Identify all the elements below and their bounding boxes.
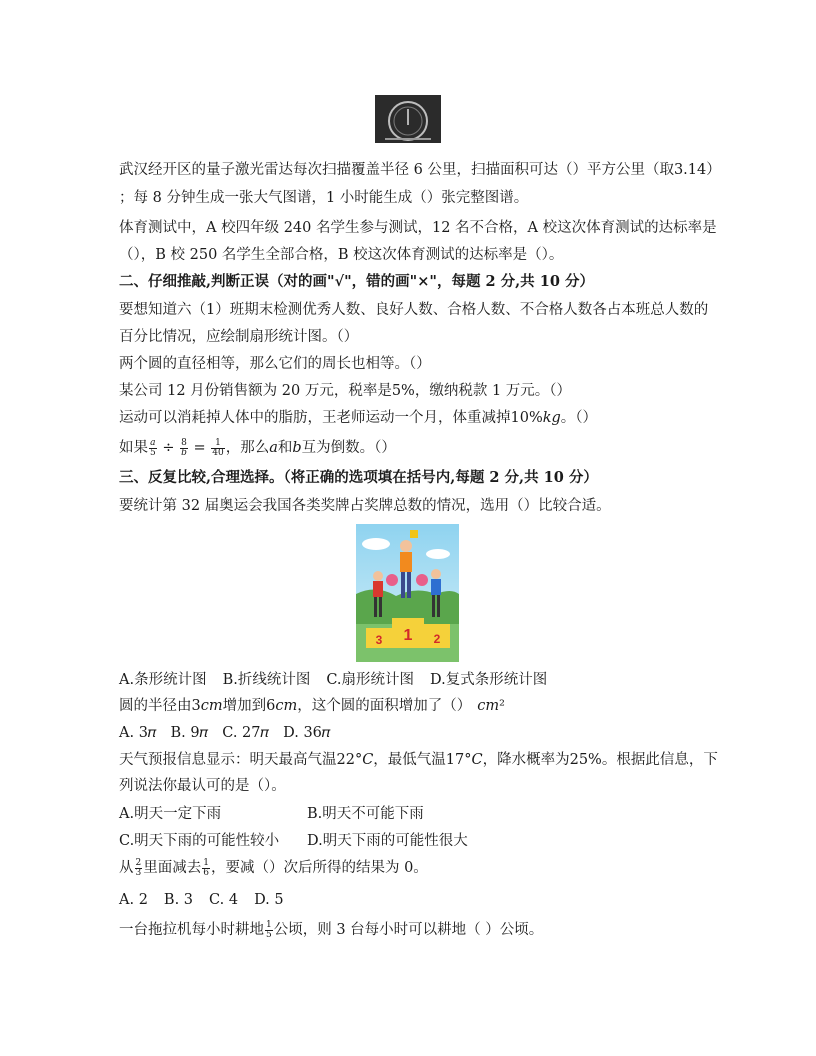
choice-4-option-d: D. 5: [254, 892, 284, 908]
judge-1-line2: 百分比情况，应绘制扇形统计图。（）: [119, 329, 359, 345]
judge-1-line1: 要想知道六（1）班期末检测优秀人数、良好人数、合格人数、不合格人数各占本班总人数的: [119, 302, 709, 318]
judge-5-prefix: 如果: [119, 440, 148, 456]
choice-3-option-a: A.明天一定下雨: [119, 806, 222, 822]
section-3-heading: 三、反复比较,合理选择。（将正确的选项填在括号内,每题 2 分,共 10 分）: [119, 469, 598, 486]
judge-5-suffix: ，那么𝑎和𝑏互为倒数。（）: [225, 440, 396, 456]
choice-1-options: [119, 670, 547, 690]
question-sport-line1: 体育测试中，A 校四年级 240 名学生参与测试，12 名不合格，A 校这次体育测试的达标率是: [119, 220, 717, 236]
fraction-a-over-5: [149, 439, 157, 458]
choice-3-option-b: B.明天不可能下雨: [307, 806, 424, 822]
fraction-denominator: 3: [135, 867, 142, 878]
fraction-numerator: 1: [203, 857, 209, 868]
choice-3-options-row2: [119, 831, 468, 851]
fraction-numerator: 1: [266, 919, 272, 930]
podium-number-1: 1: [403, 627, 413, 644]
choice-2-unit: 𝑐𝑚²: [477, 698, 505, 714]
radar-image: [375, 95, 441, 143]
fraction-1-over-6: [202, 859, 210, 878]
question-sport-line2: （），B 校 250 名学生全部合格，B 校这次体育测试的达标率是（）。: [119, 247, 564, 263]
question-radar-line2: ；每 8 分钟生成一张大气图谱，1 小时能生成（）张完整图谱。: [119, 190, 529, 206]
choice-2-text: 圆的半径由3𝑐𝑚增加到6𝑐𝑚，这个圆的面积增加了（）: [119, 698, 472, 714]
choice-5-prefix: 一台拖拉机每小时耕地: [119, 922, 264, 938]
choice-2-options: [119, 723, 331, 743]
choice-3-line1: 天气预报信息显示：明天最高气温22°𝐶，最低气温17°𝐶，降水概率为25%。根据此信息，下: [119, 752, 718, 768]
question-radar-line1: 武汉经开区的量子激光雷达每次扫描覆盖半径 6 公里，扫描面积可达（）平方公里（取3.14）: [119, 162, 721, 178]
podium-number-2: 2: [433, 632, 441, 646]
fraction-numerator: 8: [181, 437, 187, 448]
choice-1: 要统计第 32 届奥运会我国各类奖牌占奖牌总数的情况，选用（）比较合适。: [119, 498, 611, 514]
fraction-numerator: 2: [135, 857, 142, 868]
choice-4-options: [119, 890, 284, 910]
fraction-denominator: 5: [266, 929, 272, 940]
podium-number-3: 3: [375, 633, 383, 647]
choice-2-option-d: D. 36𝜋: [283, 725, 331, 741]
choice-3-options-row1: [119, 804, 424, 824]
choice-3-option-c: C.明天下雨的可能性较小: [119, 833, 280, 849]
choice-5-suffix: 公顷，则 3 台每小时可以耕地（ ）公顷。: [273, 922, 544, 938]
choice-4-option-b: B. 3: [163, 892, 194, 908]
choice-4-middle: 里面减去: [143, 860, 202, 876]
fraction-numerator: 𝑎: [150, 437, 156, 448]
fraction-denominator: 5: [150, 447, 156, 458]
choice-4-option-c: C. 4: [209, 892, 239, 908]
choice-4-suffix: ，要减（）次后所得的结果为 0。: [210, 860, 428, 876]
choice-1-option-d: D.复式条形统计图: [430, 672, 548, 688]
choice-3-line2: 列说法你最认可的是（）。: [119, 778, 286, 794]
olympic-podium-image: [356, 524, 459, 662]
choice-2-option-c: C. 27𝜋: [222, 725, 270, 741]
fraction-denominator: 6: [203, 867, 209, 878]
fraction-denominator: 𝑏: [181, 447, 187, 458]
judge-3: 某公司 12 月份销售额为 20 万元，税率是5%，缴纳税款 1 万元。（）: [119, 383, 572, 399]
fraction-denominator: 40: [212, 447, 224, 458]
choice-1-option-c: C.扇形统计图: [326, 672, 415, 688]
fraction-1-over-5: [265, 921, 273, 940]
choice-1-option-a: A.条形统计图: [119, 672, 207, 688]
section-2-heading: 二、仔细推敲,判断正误（对的画"√"，错的画"×"，每题 2 分,共 10 分）: [119, 273, 594, 290]
judge-5: 如果 $\frac{\text{𝑎}}{5}$ ÷ $\frac{8}{\text{𝑏}}$ = $\frac{1}{40}$ ，那么𝑎和𝑏互为倒数。（）: [119, 437, 396, 458]
fraction-8-over-b: [180, 439, 188, 458]
choice-4-option-a: A. 2: [119, 892, 148, 908]
judge-4: 运动可以消耗掉人体中的脂肪，王老师运动一个月，体重减掉10%𝑘𝑔。（）: [119, 410, 598, 426]
choice-5: [119, 920, 543, 940]
fraction-2-over-3: [135, 859, 143, 878]
choice-2-option-a: A. 3𝜋: [119, 725, 157, 741]
choice-1-option-b: B.折线统计图: [222, 672, 311, 688]
choice-4: [119, 858, 428, 878]
choice-3-option-d: D.明天下雨的可能性很大: [307, 833, 468, 849]
choice-2-option-b: B. 9𝜋: [170, 725, 209, 741]
choice-4-prefix: 从: [119, 860, 134, 876]
fraction-numerator: 1: [211, 439, 224, 449]
choice-2: [119, 696, 505, 716]
fraction-1-over-40: [211, 439, 224, 458]
judge-2: 两个圆的直径相等，那么它们的周长也相等。（）: [119, 356, 431, 372]
